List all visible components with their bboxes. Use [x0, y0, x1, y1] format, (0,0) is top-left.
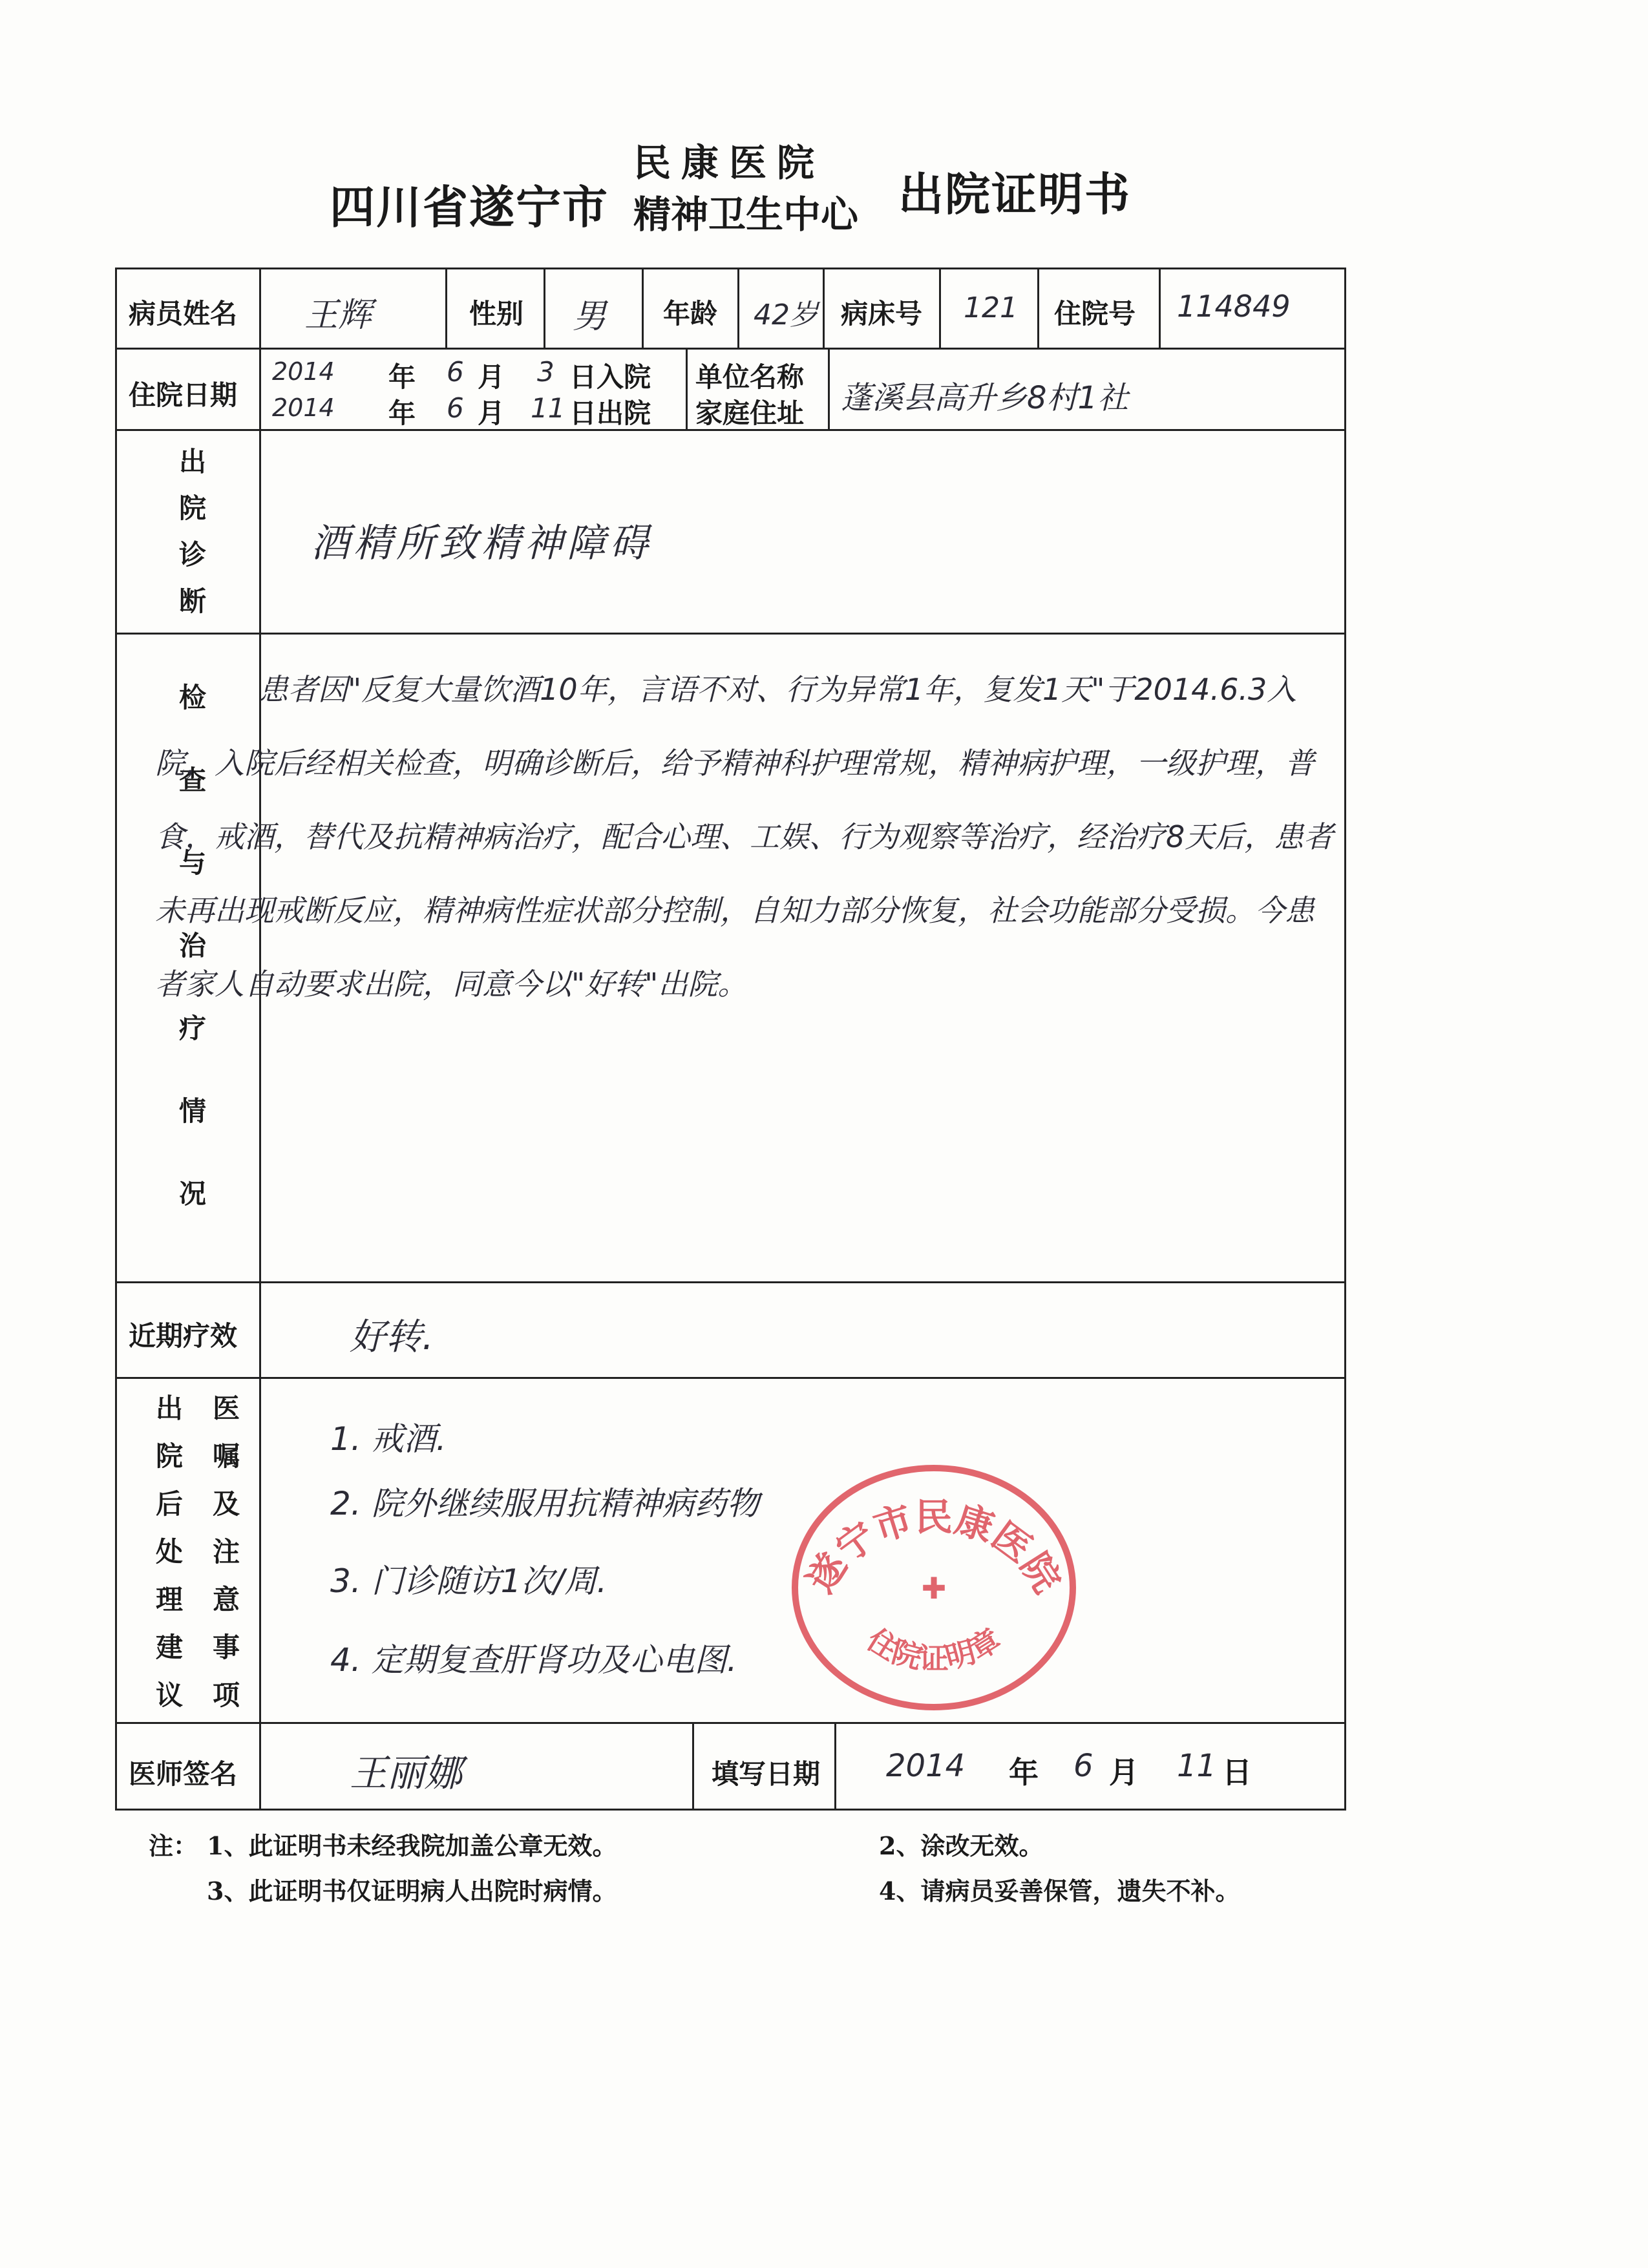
col-divider — [259, 269, 261, 1809]
advice-item-3: 3. 门诊随访1次/周. — [330, 1562, 607, 1600]
note-1: 1、此证明书未经我院加盖公章无效。 — [207, 1831, 617, 1860]
stamp-text-bottom: 住院证明章 — [861, 1621, 1007, 1676]
note-prefix: 注： — [149, 1831, 198, 1860]
home-address-label: 家庭住址 — [695, 397, 805, 429]
admit-suffix: 日入院 — [569, 361, 651, 393]
col-divider — [939, 269, 941, 348]
title-hospital: 民康医院 — [633, 141, 825, 185]
advice-label-col2: 医嘱及注意事项 — [209, 1394, 240, 1728]
hospital-stamp — [782, 1455, 1086, 1720]
col-divider — [828, 348, 830, 429]
row-divider — [117, 1377, 1344, 1379]
doctor-sign-label: 医师签名 — [129, 1758, 238, 1790]
col-divider — [737, 269, 739, 348]
hospital-no-value: 114849 — [1177, 289, 1291, 324]
col-divider — [544, 269, 545, 348]
fill-date-day-unit: 日 — [1222, 1755, 1252, 1790]
discharge-year-unit: 年 — [388, 397, 416, 429]
admit-month: 6 — [447, 356, 464, 388]
row-divider — [117, 1281, 1344, 1283]
title-right: 出院证明书 — [898, 167, 1131, 221]
admit-month-unit: 月 — [478, 361, 505, 393]
gender-label: 性别 — [469, 298, 524, 330]
diagnosis-label: 出院诊断 — [175, 447, 207, 633]
admit-day: 3 — [537, 356, 555, 388]
exam-treatment-label: 检查与治疗情况 — [175, 683, 207, 1262]
discharge-suffix: 日出院 — [569, 397, 651, 429]
name-label: 病员姓名 — [129, 298, 238, 330]
note-2: 2、涂改无效。 — [879, 1831, 1044, 1860]
cross-icon: ✚ — [921, 1571, 947, 1606]
col-divider — [686, 348, 688, 429]
fill-date-day: 11 — [1177, 1748, 1217, 1784]
admit-year: 2014 — [272, 357, 335, 386]
title-left: 四川省遂宁市 — [330, 180, 609, 234]
doctor-signature: 王丽娜 — [350, 1751, 463, 1795]
recent-effect-value: 好转. — [350, 1316, 434, 1358]
fill-date-month: 6 — [1073, 1748, 1093, 1784]
discharge-month: 6 — [447, 392, 464, 424]
col-divider — [1037, 269, 1039, 348]
row-divider — [117, 633, 1344, 635]
advice-item-1: 1. 戒酒. — [330, 1420, 447, 1458]
discharge-day: 11 — [531, 392, 565, 424]
note-3: 3、此证明书仅证明病人出院时病情。 — [207, 1876, 617, 1906]
note-4: 4、请病员妥善保管，遗失不补。 — [879, 1876, 1240, 1906]
discharge-month-unit: 月 — [478, 397, 505, 429]
employer-label: 单位名称 — [695, 361, 805, 393]
fill-date-month-unit: 月 — [1109, 1755, 1139, 1790]
row-divider — [117, 1722, 1344, 1724]
col-divider — [1159, 269, 1161, 348]
recent-effect-label: 近期疗效 — [129, 1320, 238, 1352]
admit-year-unit: 年 — [388, 361, 416, 393]
hospital-no-label: 住院号 — [1054, 298, 1136, 330]
diagnosis-value: 酒精所致精神障碍 — [311, 521, 652, 566]
col-divider — [692, 1722, 694, 1809]
stamp-text-top: 遂宁市民康医院 — [798, 1495, 1070, 1601]
bed-value: 121 — [964, 291, 1018, 324]
discharge-form — [115, 268, 1346, 1811]
title-center: 精神卫生中心 — [633, 193, 859, 236]
name-value: 王辉 — [304, 296, 372, 335]
discharge-year: 2014 — [272, 394, 335, 422]
advice-item-4: 4. 定期复查肝肾功及心电图. — [330, 1641, 737, 1679]
age-label: 年龄 — [663, 298, 718, 330]
stay-dates-label: 住院日期 — [129, 379, 238, 411]
gender-value: 男 — [573, 297, 607, 336]
fill-date-year: 2014 — [886, 1748, 966, 1784]
col-divider — [823, 269, 825, 348]
advice-label-col1: 出院后处理建议 — [152, 1394, 184, 1728]
document-title — [330, 139, 1137, 236]
fill-date-label: 填写日期 — [712, 1758, 821, 1790]
age-value: 42岁 — [754, 299, 818, 331]
address-value: 蓬溪县高升乡8村1社 — [841, 380, 1129, 416]
col-divider — [834, 1722, 836, 1809]
col-divider — [445, 269, 447, 348]
exam-treatment-text: 患者因"反复大量饮酒10年，言语不对、行为异常1年，复发1天"于2014.6.3入院，入院后经相关检查，明确诊断后，给予精神科护理常规，精神病护理，一级护理，普食，戒酒，替代及抗精神病治疗，配合心理、工娱、行为观察等治疗，经治疗8天后，患者未再出现戒断反应，精神病性症状部分控制，自知力部分恢复，社会功能部分受损。今患者家人自动要求出院，同意今以"好转"出院。 — [155, 672, 1334, 1002]
col-divider — [642, 269, 644, 348]
fill-date-year-unit: 年 — [1009, 1755, 1039, 1790]
bed-label: 病床号 — [841, 298, 923, 330]
row-divider — [117, 348, 1344, 350]
advice-item-2: 2. 院外继续服用抗精神病药物 — [330, 1485, 759, 1522]
